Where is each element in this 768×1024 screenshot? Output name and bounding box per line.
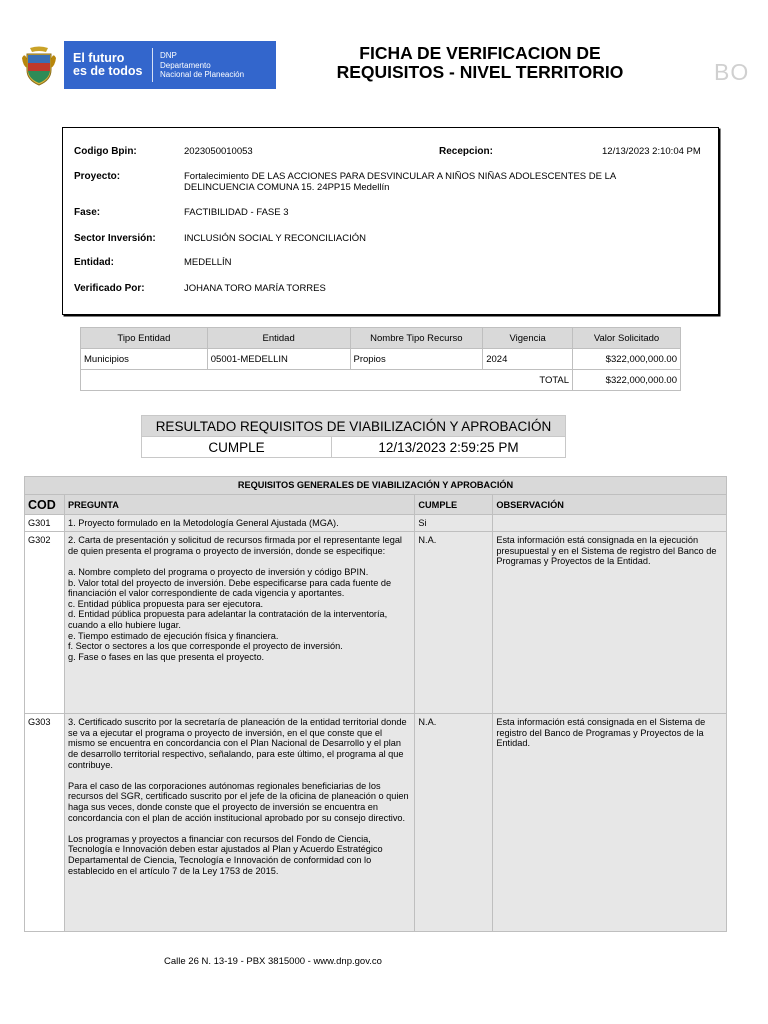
valor-cell: $322,000,000.00 — [573, 349, 681, 370]
table-header-row — [25, 495, 727, 515]
requisitos-title: REQUISITOS GENERALES DE VIABILIZACIÓN Y APROBACIÓN — [25, 477, 727, 495]
colombia-coat-of-arms-icon — [22, 46, 56, 86]
column-header: Vigencia — [483, 328, 573, 349]
cod-header: COD — [25, 495, 65, 515]
entidad-value: MEDELLÍN — [184, 257, 232, 268]
cod-cell: G303 — [25, 714, 65, 932]
column-header: Tipo Entidad — [81, 328, 208, 349]
tipo-recurso-cell: Propios — [350, 349, 483, 370]
verificado-label: Verificado Por: — [74, 283, 145, 294]
document-title: FICHA DE VERIFICACION DE REQUISITOS - NIVEL TERRITORIO — [336, 43, 624, 82]
resultado-title: RESULTADO REQUISITOS DE VIABILIZACIÓN Y APROBACIÓN — [142, 416, 566, 437]
cumple-header: CUMPLE — [415, 495, 493, 515]
cumple-cell: Si — [415, 514, 493, 532]
cod-cell: G301 — [25, 514, 65, 532]
recepcion-label: Recepcion: — [439, 146, 493, 157]
watermark-text: BO — [714, 59, 750, 85]
total-value: $322,000,000.00 — [573, 370, 681, 391]
column-header: Entidad — [207, 328, 350, 349]
resultado-table — [141, 415, 566, 458]
observacion-header: OBSERVACIÓN — [493, 495, 727, 515]
dnp-brand-logo — [64, 41, 276, 89]
entidad-label: Entidad: — [74, 257, 114, 268]
fase-label: Fase: — [74, 207, 101, 218]
page-footer: Calle 26 N. 13-19 - PBX 3815000 - www.dnp.gov.co — [164, 956, 382, 967]
column-header: Nombre Tipo Recurso — [350, 328, 483, 349]
pregunta-cell: 3. Certificado suscrito por la secretaría de planeación de la entidad territorial donde se va a ejecutar el programa o proyecto de inversión, en el que conste que el mismo se encuentra en concordancia con el Plan Nacional de Desarrollo y el plan de desarrollo territorial respectivo, señalando, para este último, el programa al que contribuye. Para el caso de las corporaciones autónomas regionales beneficiarias de los recursos del SGR, certificado suscrito por el jefe de la oficina de planeación o quien haga sus veces, donde conste que el proyecto de inversión se encuentra en concordancia con el plan de acción institucional aprobado por su consejo directivo. Los programas y proyectos a financiar con recursos del Fondo de Ciencia, Tecnología e Innovación deben estar ajustados al Plan y Acuerdo Estratégico Departamental de Ciencia, Tecnología e Innovación de conformidad con lo establecido en el artículo 7 de la Ley 1753 de 2015. — [64, 714, 414, 932]
table-row — [25, 514, 727, 532]
proyecto-label: Proyecto: — [74, 171, 121, 182]
table-row — [25, 532, 727, 714]
resultado-date: 12/13/2023 2:59:25 PM — [332, 437, 566, 458]
recepcion-value: 12/13/2023 2:10:04 PM — [602, 146, 701, 157]
requisitos-table — [24, 476, 727, 932]
vigencia-cell: 2024 — [483, 349, 573, 370]
tipo-entidad-cell: Municipios — [81, 349, 208, 370]
financial-sources-table — [80, 327, 681, 391]
codigo-value: 2023050010053 — [184, 146, 253, 157]
brand-slogan: El futuro es de todos — [73, 51, 143, 78]
column-header: Valor Solicitado — [573, 328, 681, 349]
cumple-cell: N.A. — [415, 532, 493, 714]
entidad-cell: 05001-MEDELLIN — [207, 349, 350, 370]
verificado-value: JOHANA TORO MARÍA TORRES — [184, 283, 326, 294]
proyecto-value: Fortalecimiento DE LAS ACCIONES PARA DESVINCULAR A NIÑOS NIÑAS ADOLESCENTES DE LA DELINCUENCIA COMUNA 15. 24PP15 Medellín — [184, 171, 616, 193]
total-label: TOTAL — [81, 370, 573, 391]
codigo-label: Codigo Bpin: — [74, 146, 137, 157]
sector-label: Sector Inversión: — [74, 233, 156, 244]
sector-value: INCLUSIÓN SOCIAL Y RECONCILIACIÓN — [184, 233, 366, 244]
project-info-box — [62, 127, 719, 315]
cumple-cell: N.A. — [415, 714, 493, 932]
table-row — [81, 349, 681, 370]
table-header-row — [81, 328, 681, 349]
pregunta-cell: 1. Proyecto formulado en la Metodología General Ajustada (MGA). — [64, 514, 414, 532]
cod-cell: G302 — [25, 532, 65, 714]
pregunta-cell: 2. Carta de presentación y solicitud de recursos firmada por el representante legal de quien presenta el programa o proyecto de inversión, donde se especifique: a. Nombre completo del programa o proyecto de inversión y código BPIN. b. Valor total del proyecto de inversión. Debe especificarse para cada fuente de financiación el valor correspondiente de cada vigencia y aportantes. c. Entidad pública propuesta para ser ejecutora. d. Entidad pública propuesta para adelantar la contratación de la interventoría, cuando a ello hubiere lugar. e. Tiempo estimado de ejecución física y financiera. f. Sector o sectores a los que corresponde el proyecto de inversión. g. Fase o fases en las que presenta el proyecto. — [64, 532, 414, 714]
observacion-cell: Esta información está consignada en el Sistema de registro del Banco de Programas y Proyectos de la Entidad. — [493, 714, 727, 932]
observacion-cell: Esta información está consignada en la ejecución presupuestal y en el Sistema de registro del Banco de Programas y Proyectos de la Entidad. — [493, 532, 727, 714]
observacion-cell — [493, 514, 727, 532]
brand-dnp-name: DNP Departamento Nacional de Planeación — [160, 51, 245, 79]
resultado-status: CUMPLE — [142, 437, 332, 458]
brand-divider — [152, 48, 153, 82]
table-row — [25, 714, 727, 932]
pregunta-header: PREGUNTA — [64, 495, 414, 515]
total-row — [81, 370, 681, 391]
fase-value: FACTIBILIDAD - FASE 3 — [184, 207, 289, 218]
